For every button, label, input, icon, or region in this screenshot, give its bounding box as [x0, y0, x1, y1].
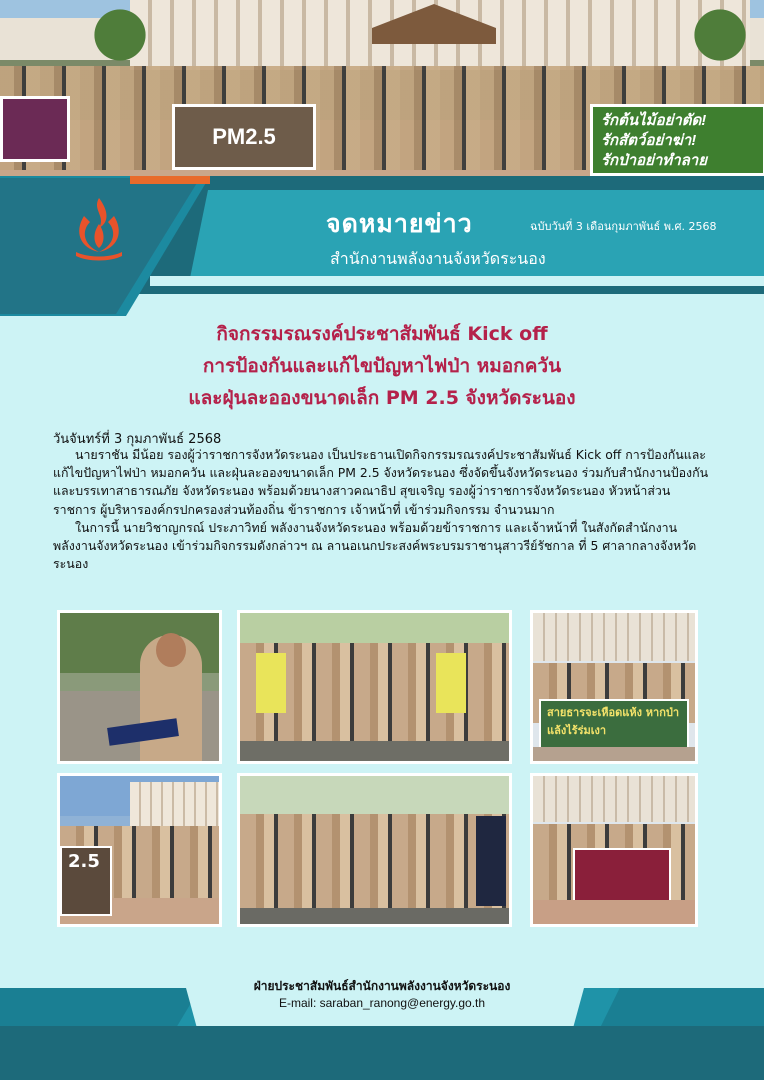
paragraph: นายราชัน มีน้อย รองผู้ว่าราชการจังหวัดระนอง เป็นประธานเปิดกิจกรรมรณรงค์ประชาสัมพันธ์ Kick off การป้องกันและแก้ไขปัญหาไฟป่า หมอกควัน และฝุ่นละอองขนาดเล็ก PM 2.5 จังหวัดระนอง ซึ่งจัดขึ้นจังหวัดระนอง ร่วมกับสำนักงานป้องกันและบรรเทาสาธารณภัย จังหวัดระนอง พร้อมด้วยนางสาวคณาธิป สุขเจริญ รองผู้ว่าราชการจังหวัดระนอง หัวหน้าส่วนราชการ ผู้บริหารองค์กรปกครองส่วนท้องถิ่น ข้าราชการ เจ้าหน้าที่ เข้าร่วมกิจกรรม จำนวนมาก	[53, 447, 709, 517]
footer-department: ฝ่ายประชาสัมพันธ์สำนักงานพลังงานจังหวัดระนอง	[253, 979, 511, 993]
accent-strip	[130, 176, 210, 184]
headline-line: การป้องกันและแก้ไขปัญหาไฟป่า หมอกควัน	[202, 355, 562, 377]
headline-line: และฝุ่นละอองขนาดเล็ก PM 2.5 จังหวัดระนอง	[188, 387, 576, 409]
headline-line: กิจกรรมรณรงค์ประชาสัมพันธ์ Kick off	[216, 323, 548, 345]
photo-group-small	[237, 610, 512, 764]
band-underline	[150, 286, 764, 294]
issue-date: ฉบับวันที่ 3 เดือนกุมภาพันธ์ พ.ศ. 2568	[530, 220, 717, 233]
footer-email[interactable]: E-mail: saraban_ranong@energy.go.th	[278, 996, 486, 1010]
banner-forest	[590, 104, 764, 176]
banner-line: รักต้นไม้อย่าตัด!	[601, 112, 707, 129]
article-headline	[0, 318, 764, 414]
footer-band-dark	[0, 1026, 764, 1080]
banner-pm25	[172, 104, 316, 170]
banner-left	[0, 96, 70, 162]
photo-speaker	[57, 610, 222, 764]
paragraph: ในการนี้ นายวิชาญกรณ์ ประภาวิทย์ พลังงานจังหวัดระนอง พร้อมด้วยข้าราชการ และเจ้าหน้าที่ ในสังกัดสำนักงานพลังงานจังหวัดระนอง เข้าร่วมกิจกรรมดังกล่าวฯ ณ ลานอเนกประสงค์พระบรมราชานุสาวรีย์รัชกาล ที่ 5 ศาลากลางจังหวัดระนอง	[53, 519, 697, 572]
banner-pm25-text: PM2.5	[212, 124, 276, 149]
office-name: สำนักงานพลังงานจังหวัดระนอง	[330, 249, 546, 268]
tree	[690, 0, 750, 70]
photo-line-up	[57, 773, 222, 927]
tree	[90, 0, 150, 70]
header-photo	[0, 0, 764, 190]
banner-line: รักสัตว์อย่าฆ่า!	[601, 132, 697, 149]
photo-banner-front	[530, 773, 698, 927]
banner-line: รักป่าอย่าทำลาย	[601, 152, 708, 169]
energy-flame-icon	[70, 194, 128, 266]
article-body	[53, 446, 713, 573]
photo-banner-group	[530, 610, 698, 764]
article-date: วันจันทร์ที่ 3 กุมภาพันธ์ 2568	[53, 432, 222, 447]
forest-sign: สายธารจะเหือดแห้ง หากป่าแล้งไร้ร่มเงา	[539, 699, 689, 749]
pm-sign: 2.5	[60, 846, 112, 916]
newsletter-title: จดหมายข่าว	[326, 209, 473, 238]
photo-group-large	[237, 773, 512, 927]
